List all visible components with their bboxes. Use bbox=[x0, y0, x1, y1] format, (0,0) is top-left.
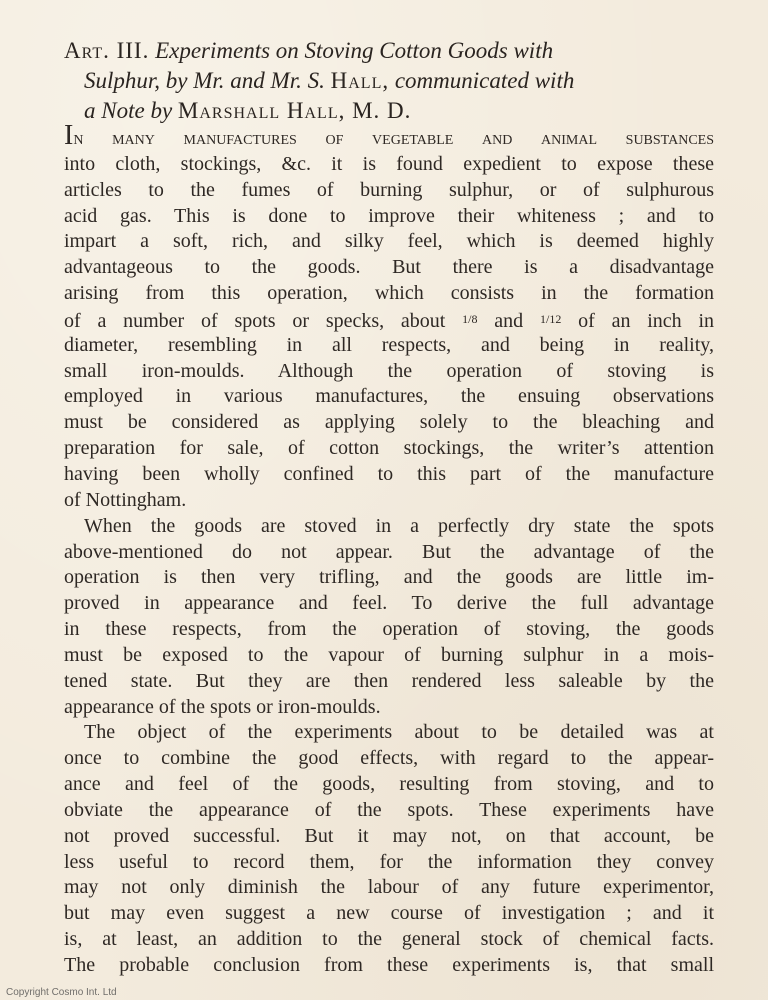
text-line: of Nottingham. bbox=[64, 488, 187, 511]
text-line: small iron-moulds. Although the operation of stoving is bbox=[64, 359, 714, 382]
text-line: operation is then very trifling, and the goods are little im- bbox=[64, 566, 714, 589]
text-line: advantageous to the goods. But there is a disadvantage bbox=[64, 256, 714, 279]
heading-title-part-2: Sulphur, by Mr. and Mr. S. bbox=[84, 68, 325, 93]
text-line: but may even suggest a new course of investigation ; and it bbox=[64, 902, 714, 925]
text-line: When the goods are stoved in a perfectly dry state the spots bbox=[84, 514, 714, 537]
heading-line-3 bbox=[64, 96, 724, 126]
text-line bbox=[64, 307, 714, 333]
text-line: into cloth, stockings, &c. it is found expedient to expose these bbox=[64, 152, 714, 175]
heading-line-1 bbox=[64, 36, 724, 66]
text-segment: of an inch in bbox=[578, 309, 715, 332]
text-line: The object of the experiments about to be detailed was at bbox=[84, 721, 714, 744]
heading-line-2 bbox=[64, 66, 724, 96]
heading-author-name: Hall, bbox=[330, 68, 390, 93]
article-label: Art. III. bbox=[64, 38, 150, 63]
text-line bbox=[64, 120, 714, 152]
text-line: The probable conclusion from these experiments is, that small bbox=[64, 954, 714, 976]
text-line: above-mentioned do not appear. But the advantage of the bbox=[64, 540, 714, 563]
text-line: acid gas. This is done to improve their whiteness ; and to bbox=[64, 204, 714, 227]
text-line: employed in various manufactures, the ensuing observations bbox=[64, 385, 714, 408]
article-body bbox=[64, 120, 715, 979]
text-line-content: n many manufactures of vegetable and animal substances bbox=[73, 127, 714, 149]
text-line: preparation for sale, of cotton stockings, the writer’s attention bbox=[64, 437, 714, 460]
text-line: is, at least, an addition to the general stock of chemical facts. bbox=[64, 928, 714, 951]
text-line: diameter, resembling in all respects, and being in reality, bbox=[64, 333, 714, 356]
text-line: must be exposed to the vapour of burning sulphur in a mois- bbox=[64, 643, 714, 666]
fraction-one-twelfth: 1/12 bbox=[539, 311, 562, 326]
copyright-watermark: Copyright Cosmo Int. Ltd bbox=[6, 987, 117, 998]
text-line: ance and feel of the goods, resulting from stoving, and to bbox=[64, 773, 714, 796]
heading-note-author: Marshall Hall, M. D. bbox=[177, 98, 412, 123]
text-line: appearance of the spots or iron-moulds. bbox=[64, 695, 381, 718]
text-line: less useful to record them, for the information they convey bbox=[64, 850, 714, 873]
heading-title-part-3: communicated with bbox=[394, 68, 575, 93]
text-line: must be considered as applying solely to the bleaching and bbox=[64, 411, 714, 434]
text-line: proved in appearance and feel. To derive the full advantage bbox=[64, 592, 714, 615]
text-line: arising from this operation, which consists in the formation bbox=[64, 282, 714, 305]
heading-title-part-4: a Note by bbox=[84, 98, 173, 123]
text-line: tened state. But they are then rendered less saleable by the bbox=[64, 669, 714, 692]
text-line: once to combine the good effects, with regard to the appear- bbox=[64, 747, 714, 770]
text-line: not proved successful. But it may not, on that account, be bbox=[64, 824, 714, 847]
text-line: in these respects, from the operation of stoving, the goods bbox=[64, 618, 714, 641]
fraction-one-eighth: 1/8 bbox=[462, 311, 478, 326]
article-heading bbox=[64, 36, 724, 126]
text-line: may not only diminish the labour of any future experimentor, bbox=[64, 876, 714, 899]
text-line: having been wholly confined to this part of the manufacture bbox=[64, 462, 714, 485]
text-segment: of a number of spots or specks, about bbox=[64, 309, 446, 332]
text-line: obviate the appearance of the spots. These experiments have bbox=[64, 798, 714, 821]
text-line: articles to the fumes of burning sulphur, or of sulphurous bbox=[64, 178, 714, 201]
drop-cap: I bbox=[64, 120, 74, 151]
heading-title-part-1: Experiments on Stoving Cotton Goods with bbox=[155, 38, 554, 63]
text-line: impart a soft, rich, and silky feel, which is deemed highly bbox=[64, 230, 714, 253]
text-segment: and bbox=[494, 309, 524, 332]
